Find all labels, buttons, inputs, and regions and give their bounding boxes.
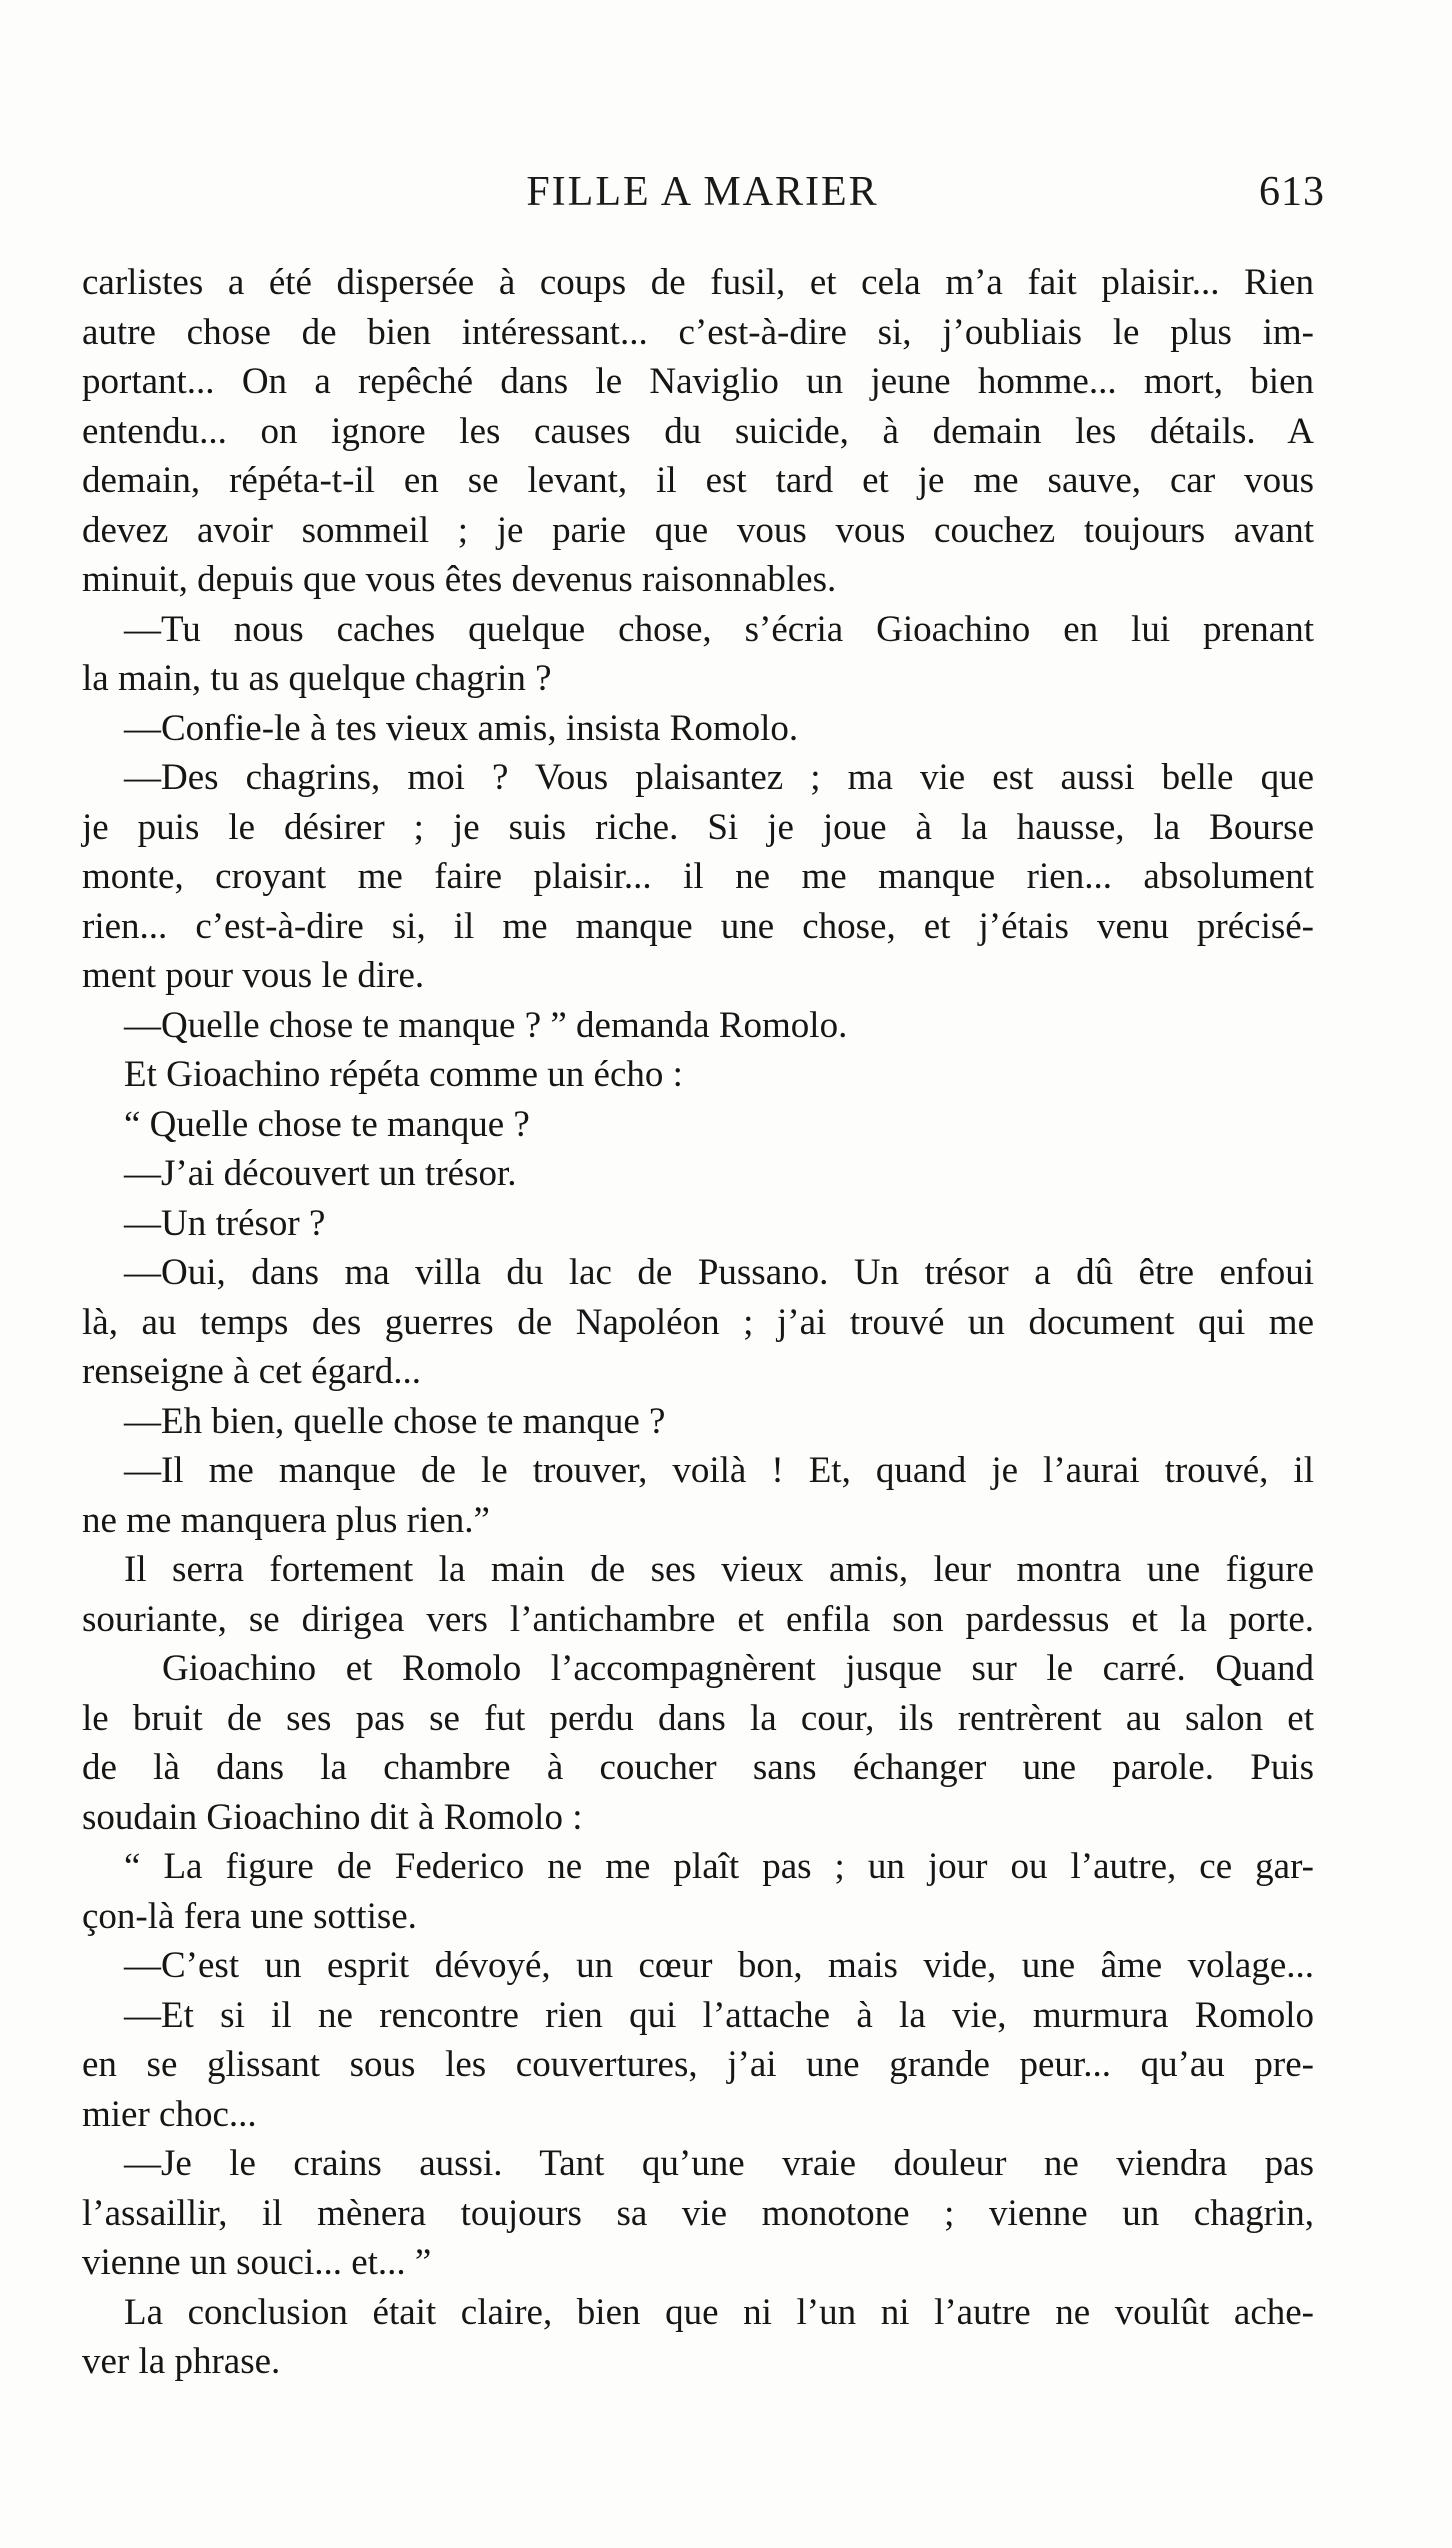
- text-line: entendu... on ignore les causes du suicide, à demain les détails. A: [82, 410, 1314, 452]
- text-line: le bruit de ses pas se fut perdu dans la cour, ils rentrèrent au salon et: [82, 1697, 1314, 1739]
- text-line: Et Gioachino répéta comme un écho :: [124, 1054, 683, 1095]
- text-line: en se glissant sous les couvertures, j’ai une grande peur... qu’au pre-: [82, 2044, 1314, 2085]
- text-line: “ Quelle chose te manque ?: [124, 1103, 530, 1145]
- page-header: [80, 168, 1325, 238]
- text-line: —Quelle chose te manque ? ” demanda Romolo.: [124, 1004, 848, 1046]
- text-line: de là dans la chambre à coucher sans échanger une parole. Puis: [82, 1747, 1314, 1788]
- text-line: la main, tu as quelque chagrin ?: [82, 658, 552, 699]
- text-line: autre chose de bien intéressant... c’est-à-dire si, j’oubliais le plus im-: [82, 311, 1314, 353]
- text-line: Gioachino et Romolo l’accompagnèrent jusque sur le carré. Quand: [162, 1648, 1314, 1689]
- text-line: carlistes a été dispersée à coups de fusil, et cela m’a fait plaisir... Rien: [82, 262, 1314, 303]
- text-line: —C’est un esprit dévoyé, un cœur bon, mais vide, une âme volage...: [124, 1945, 1314, 1986]
- text-line: rien... c’est-à-dire si, il me manque une chose, et j’étais venu précisé-: [82, 905, 1314, 947]
- text-line: —Confie-le à tes vieux amis, insista Romolo.: [124, 707, 799, 749]
- text-line: ne me manquera plus rien.”: [82, 1499, 490, 1541]
- text-line: ment pour vous le dire.: [82, 955, 425, 996]
- text-line: “ La figure de Federico ne me plaît pas ; un jour ou l’autre, ce gar-: [124, 1846, 1314, 1887]
- text-line: là, au temps des guerres de Napoléon ; j’ai trouvé un document qui me: [82, 1301, 1314, 1343]
- running-title: FILLE A MARIER: [526, 169, 879, 215]
- text-line: —J’ai découvert un trésor.: [124, 1153, 517, 1194]
- text-line: —Tu nous caches quelque chose, s’écria Gioachino en lui prenant: [124, 608, 1314, 650]
- text-line: —Je le crains aussi. Tant qu’une vraie douleur ne viendra pas: [124, 2143, 1314, 2184]
- text-line: souriante, se dirigea vers l’antichambre et enfila son pardessus et la porte.: [82, 1598, 1314, 1640]
- body-text: [82, 258, 1314, 2387]
- text-line: mier choc...: [82, 2093, 257, 2135]
- text-line: —Un trésor ?: [124, 1202, 326, 1244]
- text-line: minuit, depuis que vous êtes devenus raisonnables.: [82, 559, 837, 600]
- text-line: çon-là fera une sottise.: [82, 1895, 417, 1937]
- text-line: vienne un souci... et... ”: [82, 2242, 432, 2283]
- text-line: portant... On a repêché dans le Naviglio un jeune homme... mort, bien: [82, 361, 1314, 402]
- text-line: —Eh bien, quelle chose te manque ?: [124, 1400, 666, 1442]
- text-line: je puis le désirer ; je suis riche. Si je joue à la hausse, la Bourse: [82, 806, 1314, 848]
- text-line: monte, croyant me faire plaisir... il ne me manque rien... absolument: [82, 856, 1314, 897]
- text-line: renseigne à cet égard...: [82, 1351, 421, 1392]
- text-line: La conclusion était claire, bien que ni l’un ni l’autre ne voulût ache-: [124, 2291, 1314, 2333]
- page-number: 613: [1259, 169, 1325, 215]
- text-line: l’assaillir, il mènera toujours sa vie monotone ; vienne un chagrin,: [82, 2192, 1314, 2234]
- text-line: —Des chagrins, moi ? Vous plaisantez ; ma vie est aussi belle que: [124, 757, 1314, 798]
- text-line: —Il me manque de le trouver, voilà ! Et, quand je l’aurai trouvé, il: [124, 1450, 1314, 1491]
- text-line: demain, répéta-t-il en se levant, il est tard et je me sauve, car vous: [82, 460, 1314, 501]
- text-line: —Oui, dans ma villa du lac de Pussano. Un trésor a dû être enfoui: [124, 1252, 1314, 1293]
- text-line: devez avoir sommeil ; je parie que vous vous couchez toujours avant: [82, 509, 1314, 551]
- text-line: —Et si il ne rencontre rien qui l’attache à la vie, murmura Romolo: [124, 1994, 1314, 2036]
- text-line: soudain Gioachino dit à Romolo :: [82, 1796, 583, 1838]
- text-line: Il serra fortement la main de ses vieux amis, leur montra une figure: [124, 1549, 1314, 1590]
- text-line: ver la phrase.: [82, 2341, 281, 2382]
